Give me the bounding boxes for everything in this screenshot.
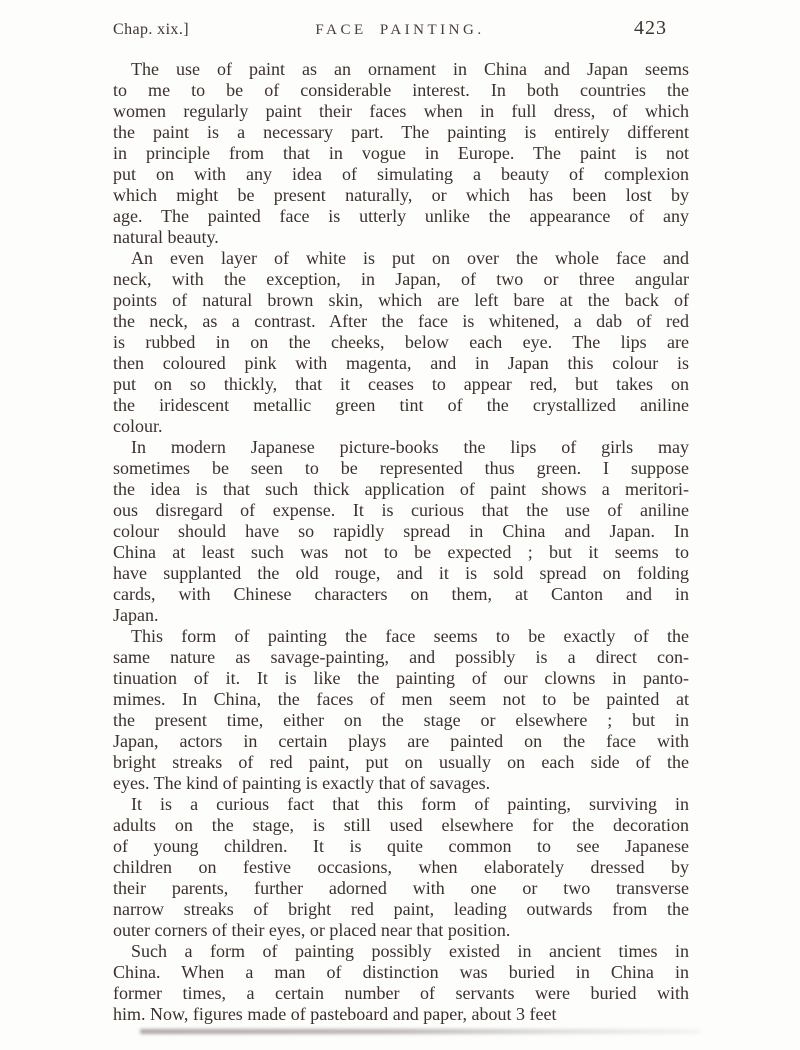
text-line: Such a form of painting possibly existed in ancient times in (131, 941, 689, 961)
text-line: China at least such was not to be expected ; but it seems to (113, 542, 689, 562)
text-line: to me to be of considerable interest. In both countries the (113, 80, 689, 100)
chapter-label: Chap. xix.] (113, 21, 189, 38)
text-line: neck, with the exception, in Japan, of two or three angular (113, 269, 689, 289)
text-line: the idea is that such thick application of paint shows a meritori- (113, 479, 689, 499)
text-line: narrow streaks of bright red paint, leading outwards from the (113, 899, 689, 919)
text-line: Japan. (113, 605, 159, 625)
text-line: mimes. In China, the faces of men seem not to be painted at (113, 689, 689, 709)
text-line: eyes. The kind of painting is exactly that of savages. (113, 773, 491, 793)
text-line: points of natural brown skin, which are left bare at the back of (113, 290, 689, 310)
text-line: then coloured pink with magenta, and in Japan this colour is (113, 353, 689, 373)
text-line: age. The painted face is utterly unlike the appearance of any (113, 206, 689, 226)
text-line: former times, a certain number of servants were buried with (113, 983, 689, 1003)
text-line: which might be present naturally, or which has been lost by (113, 185, 689, 205)
text-line: bright streaks of red paint, put on usually on each side of the (113, 752, 689, 772)
text-line: This form of painting the face seems to be exactly of the (131, 626, 689, 646)
text-line: sometimes be seen to be represented thus green. I suppose (113, 458, 689, 478)
text-line: In modern Japanese picture-books the lips of girls may (131, 437, 689, 457)
text-line: ous disregard of expense. It is curious that the use of aniline (113, 500, 689, 520)
text-line: children on festive occasions, when elaborately dressed by (113, 857, 689, 877)
text-line: colour. (113, 416, 163, 436)
text-line: women regularly paint their faces when in full dress, of which (113, 101, 689, 121)
text-line: colour should have so rapidly spread in China and Japan. In (113, 521, 689, 541)
text-line: have supplanted the old rouge, and it is sold spread on folding (113, 563, 689, 583)
text-line: put on with any idea of simulating a beauty of complexion (113, 164, 689, 184)
text-line: the iridescent metallic green tint of the crystallized aniline (113, 395, 689, 415)
text-line: is rubbed in on the cheeks, below each eye. The lips are (113, 332, 689, 352)
text-line: him. Now, figures made of pasteboard and paper, about 3 feet (113, 1004, 557, 1024)
text-line: of young children. It is quite common to see Japanese (113, 836, 689, 856)
text-line: the paint is a necessary part. The painting is entirely different (113, 122, 689, 142)
text-line: tinuation of it. It is like the painting of our clowns in panto- (113, 668, 689, 688)
page-number: 423 (634, 17, 667, 39)
text-line: adults on the stage, is still used elsewhere for the decoration (113, 815, 689, 835)
text-line: the present time, either on the stage or elsewhere ; but in (113, 710, 689, 730)
text-line: outer corners of their eyes, or placed near that position. (113, 920, 511, 940)
text-line: put on so thickly, that it ceases to appear red, but takes on (113, 374, 689, 394)
text-line: China. When a man of distinction was buried in China in (113, 962, 689, 982)
text-line: cards, with Chinese characters on them, at Canton and in (113, 584, 689, 604)
scan-artifact-smudge (140, 1029, 700, 1034)
text-line: The use of paint as an ornament in China and Japan seems (131, 59, 689, 79)
running-title: FACE PAINTING. (315, 22, 485, 38)
text-line: their parents, further adorned with one or two transverse (113, 878, 689, 898)
text-line: Japan, actors in certain plays are painted on the face with (113, 731, 689, 751)
page-body (113, 59, 689, 1025)
text-line: An even layer of white is put on over the whole face and (131, 248, 689, 268)
text-line: same nature as savage-painting, and possibly is a direct con- (113, 647, 689, 667)
text-line: It is a curious fact that this form of painting, surviving in (131, 794, 689, 814)
text-line: in principle from that in vogue in Europe. The paint is not (113, 143, 689, 163)
text-line: natural beauty. (113, 227, 219, 247)
text-line: the neck, as a contrast. After the face is whitened, a dab of red (113, 311, 689, 331)
